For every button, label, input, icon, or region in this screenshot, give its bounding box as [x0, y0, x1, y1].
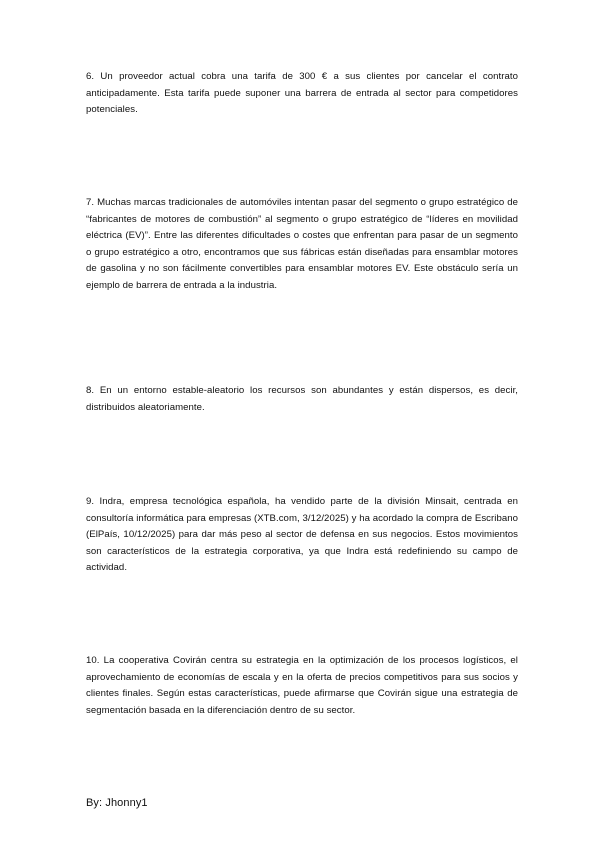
question-7: 7. Muchas marcas tradicionales de automóviles intentan pasar del segmento o grupo estratégico de “fabricantes de motores de combustión” al segmento o grupo estratégico de “líderes en movilidad eléctrica (EV)”. Entre las diferentes dificultades o costes que enfrentan para pasar de un segmento o grupo estratégico a otro, encontramos que sus fábricas están diseñadas para ensamblar motores de gasolina y no son fácilmente convertibles para ensamblar motores EV. Este obstáculo sería un ejemplo de barrera de entrada a la industria. [86, 197, 518, 291]
question-6: 6. Un proveedor actual cobra una tarifa de 300 € a sus clientes por cancelar el contrato anticipadamente. Esta tarifa puede suponer una barrera de entrada al sector para competidores potenciales. [86, 71, 518, 115]
author-signature: By: Jhonny1 [86, 797, 148, 809]
question-9: 9. Indra, empresa tecnológica española, ha vendido parte de la división Minsait, centrada en consultoría informática para empresas (XTB.com, 3/12/2025) y ha acordado la compra de Escribano (ElPaís, 10/12/2025) para dar más peso al sector de defensa en sus negocios. Estos movimientos son característicos de la estrategia corporativa, ya que Indra está redefiniendo su campo de actividad. [86, 496, 518, 573]
question-8: 8. En un entorno estable-aleatorio los recursos son abundantes y están dispersos, es decir, distribuidos aleatoriamente. [86, 385, 518, 413]
question-10: 10. La cooperativa Covirán centra su estrategia en la optimización de los procesos logísticos, el aprovechamiento de economías de escala y en la oferta de precios competitivos para sus socios y clientes finales. Según estas características, puede afirmarse que Covirán sigue una estrategia de segmentación basada en la diferenciación dentro de su sector. [86, 655, 518, 716]
